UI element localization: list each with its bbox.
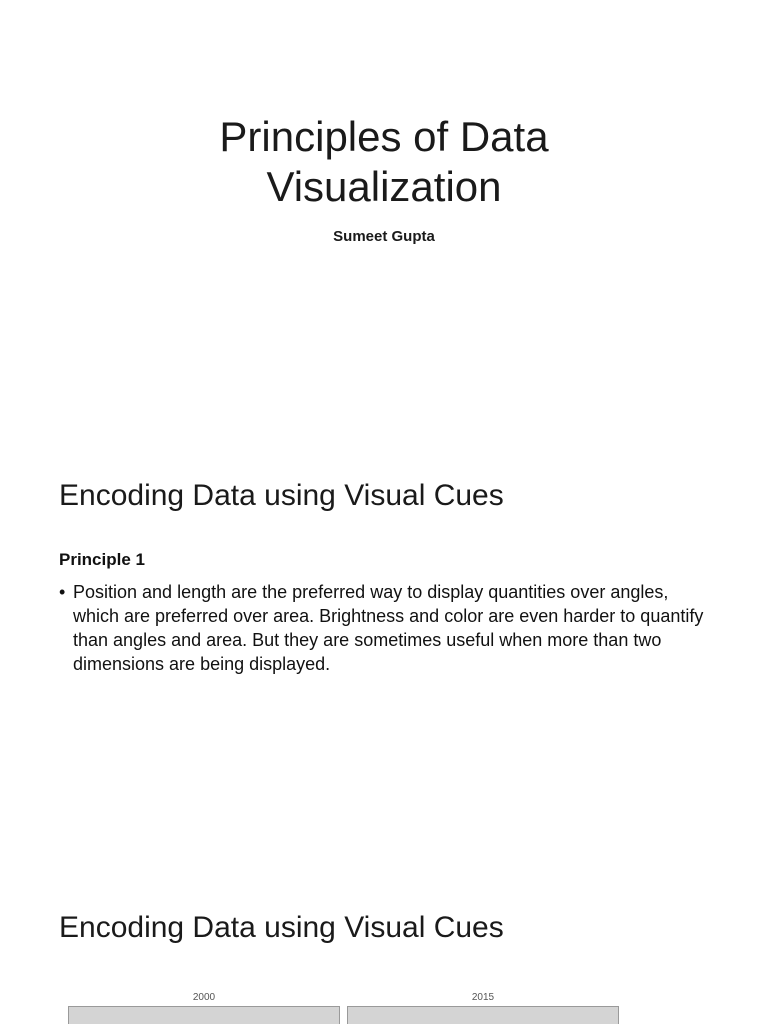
bullet-dot-icon: • bbox=[59, 582, 66, 602]
panel-label-left: 2000 bbox=[192, 992, 216, 1003]
chart-area bbox=[64, 984, 704, 1024]
slide-title bbox=[0, 112, 768, 212]
chart-slide bbox=[0, 864, 768, 1024]
bullet-text: Position and length are the preferred way to display quantities over angles, which are preferred over area. Brightness and color are even harder to quantify than angles and area. But they are sometimes useful when more than two dimensions are being displayed. bbox=[73, 582, 704, 674]
panel-label-right: 2015 bbox=[471, 992, 495, 1003]
chart-panel-left bbox=[68, 1006, 340, 1024]
bullet-point bbox=[59, 580, 709, 676]
title-slide bbox=[0, 0, 768, 432]
slide-heading: Encoding Data using Visual Cues bbox=[59, 479, 504, 512]
principle-label: Principle 1 bbox=[59, 550, 145, 569]
author-name: Sumeet Gupta bbox=[333, 228, 435, 245]
slide-title-line-1: Principles of Data bbox=[219, 113, 549, 160]
principle-slide bbox=[0, 432, 768, 864]
chart-panel-right bbox=[347, 1006, 619, 1024]
slide-heading: Encoding Data using Visual Cues bbox=[59, 911, 504, 944]
slide-title-line-2: Visualization bbox=[266, 163, 502, 210]
